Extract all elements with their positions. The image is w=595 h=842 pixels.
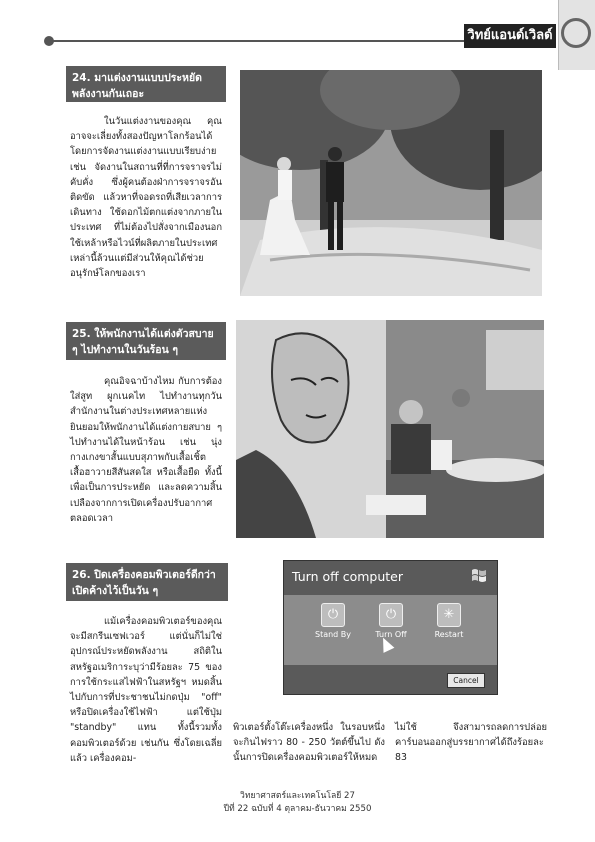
cancel-button[interactable]: Cancel xyxy=(447,673,485,688)
footer-line-2: ปีที่ 22 ฉบับที่ 4 ตุลาคม-ธันวาคม 2550 xyxy=(223,804,372,814)
footer-line-1: วิทยาศาสตร์และเทคโนโลยี 27 xyxy=(240,791,355,801)
restart-icon: ✳ xyxy=(437,603,461,627)
corner-logo xyxy=(558,0,595,70)
section-26-body-col1 xyxy=(70,614,222,766)
header-rule xyxy=(48,40,468,42)
turn-off-button[interactable] xyxy=(366,603,416,639)
power-off-icon: ⏻ xyxy=(379,603,403,627)
restart-label: Restart xyxy=(434,630,464,639)
stand-by-label: Stand By xyxy=(314,630,352,639)
power-icon: ⏻ xyxy=(321,603,345,627)
turn-off-label: Turn Off xyxy=(375,630,407,639)
section-25-heading: 25. ให้พนักงานได้แต่งตัวสบาย ๆ ไปทำงานในวันร้อน ๆ xyxy=(66,322,226,360)
section-25-text: คุณอิจฉาบ้างไหม กับการต้องใส่สูท ผูกเนคไท ไปทำงานทุกวัน สำนักงานในต่างประเทศหลายแห่ง ยินยอมให้พนักงานได้แต่งกายสบาย ๆ ไปทำงานได้ในหน้าร้อน เช่น นุ่งกางเกงขาสั้นแบบสุภาพกับเสื้อเชิ้ต เสื้อฮาวายสีสันสดใส หรือเสื้อยืด ทั้งนี้เพื่อเป็นการประหยัด และลดความสิ้นเปลืองจากการเปิดเครื่องปรับอากาศตลอดเวลา xyxy=(70,376,222,524)
section-26-body-col3: ไม่ใช้ จึงสามารถลดการปล่อยคาร์บอนออกสู่บรรยากาศได้ถึงร้อยละ 83 xyxy=(395,722,547,764)
dialog-title: Turn off computer xyxy=(292,569,403,584)
section-24-body xyxy=(70,114,222,281)
section-25-body xyxy=(70,374,222,526)
dialog-body xyxy=(284,595,497,665)
logo-ring xyxy=(561,18,591,48)
windows-flag-icon xyxy=(471,567,487,583)
section-26-body-col2: พิวเตอร์ตั้งโต๊ะเครื่องหนึ่ง ในรอบหนึ่งจะกินไฟราว 80 - 250 วัตต์ขึ้นไป ดังนั้นการปิดเครื่องคอมพิวเตอร์ให้หมด xyxy=(233,722,385,764)
wedding-photo xyxy=(240,70,542,296)
section-26-heading: 26. ปิดเครื่องคอมพิวเตอร์ดีกว่าเปิดค้างไว้เป็นวัน ๆ xyxy=(66,563,228,601)
office-photo xyxy=(236,320,544,538)
section-26-text-col1: แม้เครื่องคอมพิวเตอร์ของคุณจะมีสกรีนเซฟเวอร์ แต่นั่นก็ไม่ใช่อุปกรณ์ประหยัดพลังงาน สถิติในสหรัฐอเมริการะบุว่ามีร้อยละ 75 ของการใช้กระแสไฟฟ้าในสหรัฐฯ หมดสิ้นไปกับการที่ประชาชนไม่กดปุ่ม "off" หรือปิดเครื่องใช้ไฟฟ้า แต่ใช้ปุ่ม "standby" แทน ทั้งนี้รวมทั้งคอมพิวเตอร์ด้วย เช่นกัน ซึ่งโดยเฉลี่ยแล้ว เครื่องคอม- xyxy=(70,616,223,764)
restart-button[interactable] xyxy=(424,603,474,639)
stand-by-button[interactable] xyxy=(308,603,358,639)
section-24-text: ในวันแต่งงานของคุณ คุณอาจจะเลี่ยงทั้งสองปัญหาโลกร้อนได้โดยการจัดงานแต่งงานแบบเรียบง่าย เช่น จัดงานในสถานที่ที่การจราจรไม่คับคั่ง ซึ่งผู้คนต้องฝ่าการจราจรอันติดขัด แล้วหาที่จอดรถที่เสียเวลาการเดินทาง ใช้ดอกไม้ตกแต่งจากภายในประเทศ ที่ไม่ต้องไปสั่งจากเมืองนอก ใช้เหล้าหรือไวน์ที่ผลิตภายในประเทศ เหล่านี้ล้วนแต่มีส่วนให้คุณได้ช่วยอนุรักษ์โลกของเรา xyxy=(70,116,222,280)
turn-off-dialog xyxy=(283,560,498,695)
magazine-tag: วิทย์แอนด์เวิลด์ xyxy=(464,24,556,48)
section-24-heading: 24. มาแต่งงานแบบประหยัดพลังงานกันเถอะ xyxy=(66,66,226,102)
